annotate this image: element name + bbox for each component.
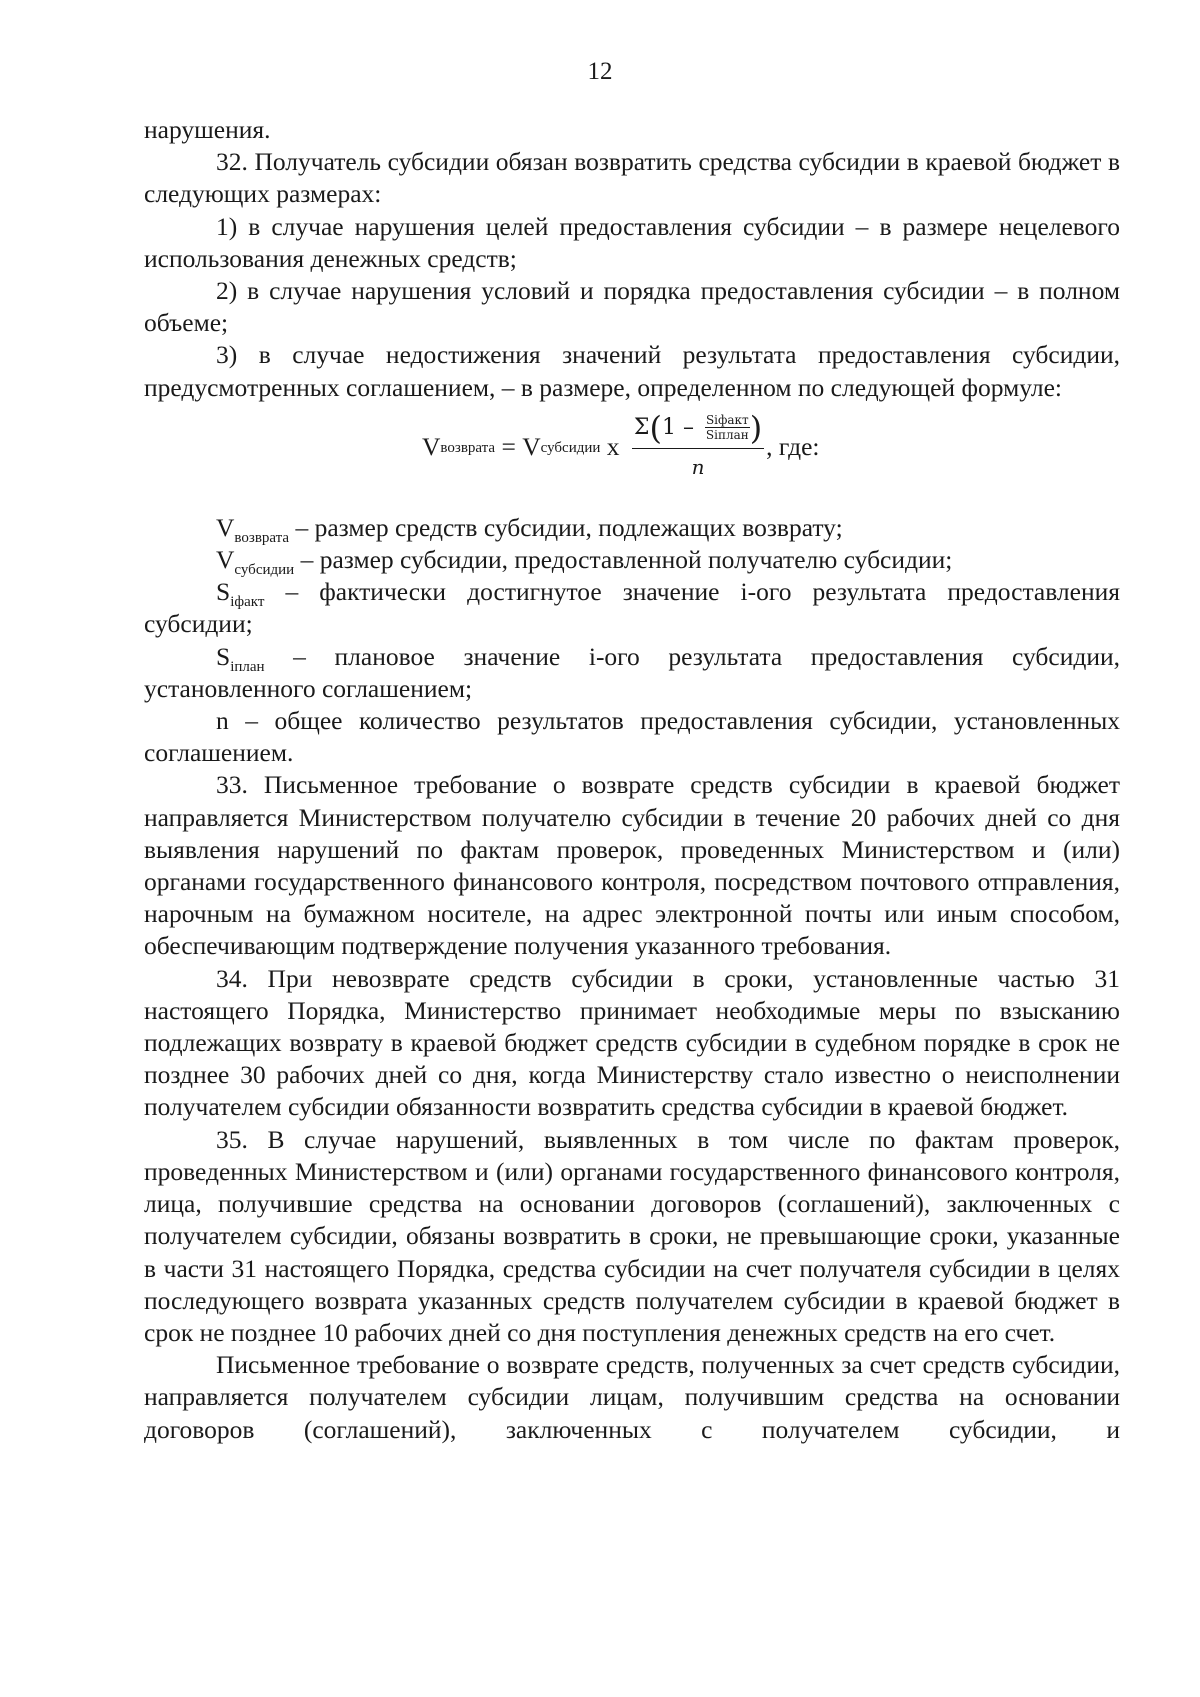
def-symbol: V xyxy=(216,512,235,542)
paragraph-32-item-1: 1) в случае нарушения целей предоставления субсидии – в размере нецелевого использования денежных средств; xyxy=(144,211,1120,273)
def-subscript: субсидии xyxy=(234,562,295,579)
formula-v-subsidy: V xyxy=(522,432,541,462)
formula-s-fact: Sіфакт xyxy=(705,413,749,428)
def-symbol: V xyxy=(216,545,235,575)
formula-fraction xyxy=(632,408,764,483)
def-subscript: іплан xyxy=(230,658,265,675)
return-formula: V возврата = V субсидии x Σ ( 1 – $\frac{\text{Sіфакт}}{\text{Sіплан}}$ ) n , где: xyxy=(144,406,1120,498)
document-body xyxy=(144,114,1120,1446)
formula-paren-close: ) xyxy=(749,408,763,447)
formula-numerator xyxy=(632,408,764,449)
formula-times: x xyxy=(600,432,626,462)
paragraph-32-item-2: 2) в случае нарушения условий и порядка предоставления субсидии – в полном объеме; xyxy=(144,276,1120,338)
paragraph-35-continuation: Письменное требование о возврате средств, полученных за счет средств субсидии, направляется получателем субсидии лицам, получившим средства на основании договоров (соглашений), заключенных с получателем субсидии, и xyxy=(144,1350,1120,1444)
definition-s-plan xyxy=(144,641,1120,705)
formula-paren-open: ( xyxy=(649,408,662,447)
def-text: – размер средств субсидии, подлежащих возврату; xyxy=(289,512,843,542)
formula-sigma: Σ xyxy=(633,414,650,440)
paragraph-32: 32. Получатель субсидии обязан возвратить средства субсидии в краевой бюджет в следующих размерах: xyxy=(144,147,1120,209)
paragraph-33: 33. Письменное требование о возврате средств субсидии в краевой бюджет направляется Министерством получателю субсидии в течение 20 рабочих дней со дня выявления нарушений по фактам проверок, проведенных Министерством и (или) органами государственного финансового контроля, посредством почтового отправления, нарочным на бумажном носителе, на адрес электронной почты или иным способом, обеспечивающим подтверждение получения указанного требования. xyxy=(144,770,1120,961)
def-text: – фактически достигнутое значение і-ого результата предоставления субсидии; xyxy=(144,577,1120,639)
paragraph-34: 34. При невозврате средств субсидии в сроки, установленные частью 31 настоящего Порядка, Министерство принимает необходимые меры по взысканию подлежащих возврату в краевой бюджет средств субсидии в судебном порядке в срок не позднее 30 рабочих дней со дня, когда Министерству стало известно о неисполнении получателем субсидии обязанности возвратить средства субсидии в краевой бюджет. xyxy=(144,963,1120,1122)
paragraph-35: 35. В случае нарушений, выявленных в том числе по фактам проверок, проведенных Министерством и (или) органами государственного финансового контроля, лица, получившие средства на основании договоров (соглашений), заключенных с получателем субсидии, обязаны возвратить в сроки, не превышающие сроки, указанные в части 31 настоящего Порядка, средства субсидии на счет получателя субсидии в целях последующего возврата указанных средств получателем субсидии в краевой бюджет в срок не позднее 10 рабочих дней со дня поступления денежных средств на его счет. xyxy=(144,1124,1120,1347)
def-subscript: возврата xyxy=(234,529,290,546)
formula-denominator: n xyxy=(691,455,705,480)
def-subscript: іфакт xyxy=(230,594,265,611)
definition-v-return xyxy=(144,512,1120,544)
page-number: 12 xyxy=(587,58,613,85)
def-text: – размер субсидии, предоставленной получателю субсидии; xyxy=(294,545,953,575)
def-symbol: S xyxy=(216,641,231,671)
def-text: – плановое значение і-ого результата предоставления субсидии, установленного соглашением; xyxy=(144,641,1120,703)
definition-s-fact xyxy=(144,576,1120,640)
definition-n: n – общее количество результатов предоставления субсидии, установленных соглашением. xyxy=(144,706,1120,768)
paragraph-32-item-3: 3) в случае недостижения значений результата предоставления субсидии, предусмотренных соглашением, – в размере, определенном по следующей формуле: xyxy=(144,340,1120,402)
formula-tail: , где: xyxy=(766,432,820,462)
def-symbol: S xyxy=(216,577,231,607)
formula-s-plan: Sіплан xyxy=(705,428,749,443)
formula-one-minus: 1 – xyxy=(661,414,701,440)
formula-equals: = xyxy=(495,432,523,462)
paragraph-continuation: нарушения. xyxy=(144,115,271,144)
definition-v-subsidy xyxy=(144,544,1120,579)
formula-v-return: V xyxy=(422,432,441,462)
formula-inner-fraction xyxy=(705,413,750,442)
